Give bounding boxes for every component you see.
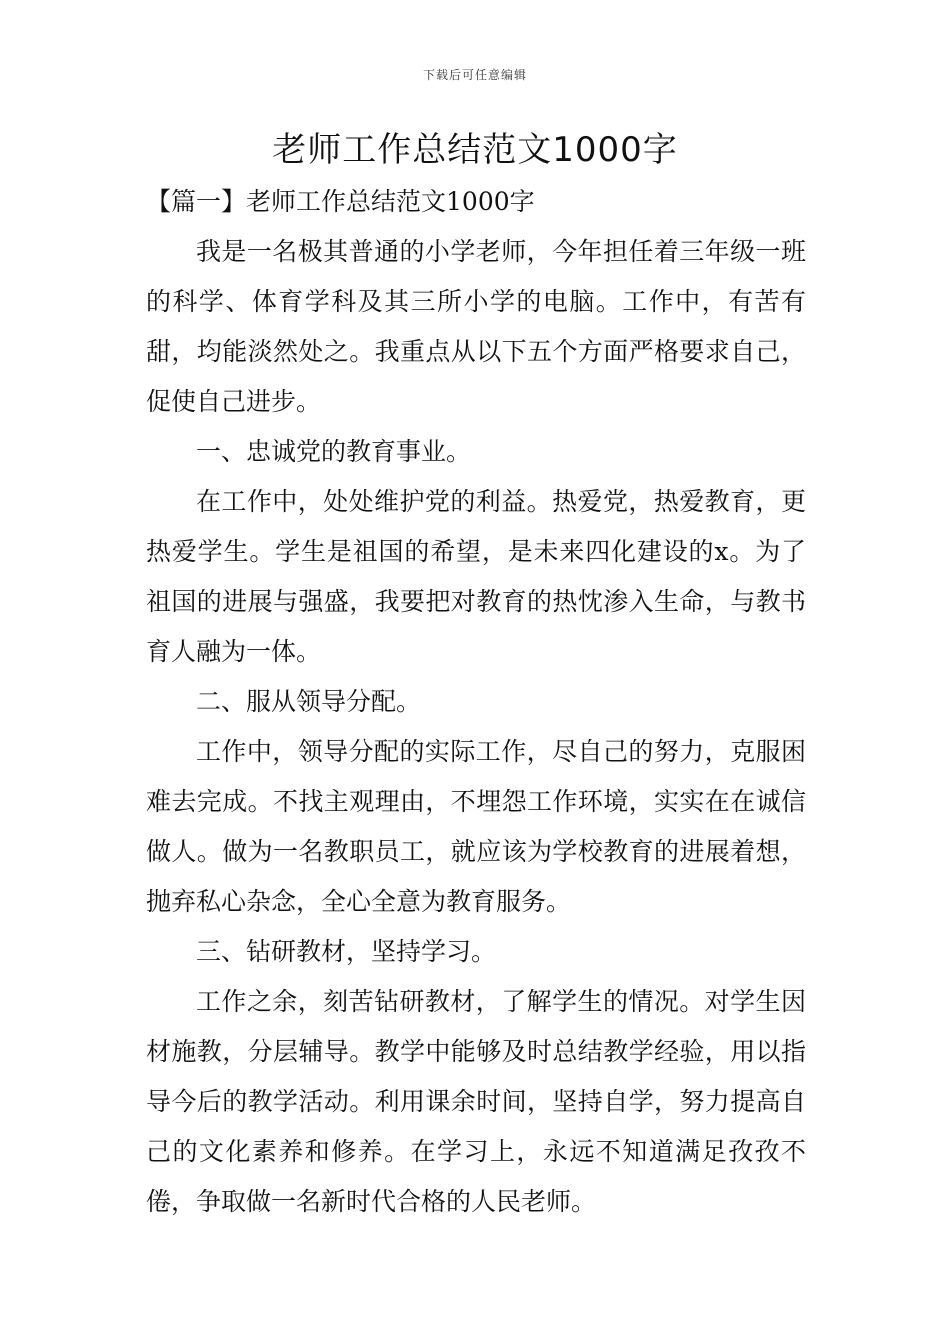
heading-loyalty: 一、忠诚党的教育事业。 (196, 437, 472, 466)
document-title: 老师工作总结范文1000字 (272, 130, 678, 170)
heading-study: 三、钻研教材，坚持学习。 (196, 937, 497, 966)
download-note: 下载后可任意编辑 (422, 68, 527, 82)
document-body (146, 177, 806, 1227)
heading-obey: 二、服从领导分配。 (196, 687, 422, 716)
paragraph-loyalty: 在工作中，处处维护党的利益。热爱党，热爱教育，更热爱学生。学生是祖国的希望，是未来四化建设的x。为了祖国的进展与强盛，我要把对教育的热忱渗入生命，与教书育人融为一体。 (146, 487, 806, 666)
paragraph-intro: 我是一名极其普通的小学老师，今年担任着三年级一班的科学、体育学科及其三所小学的电脑。工作中，有苦有甜，均能淡然处之。我重点从以下五个方面严格要求自己，促使自己进步。 (146, 237, 806, 416)
section-label: 【篇一】老师工作总结范文1000字 (146, 187, 535, 216)
paragraph-study: 工作之余，刻苦钻研教材，了解学生的情况。对学生因材施教，分层辅导。教学中能够及时总结教学经验，用以指导今后的教学活动。利用课余时间，坚持自学，努力提高自己的文化素养和修养。在学习上，永远不知道满足孜孜不倦，争取做一名新时代合格的人民老师。 (146, 987, 806, 1216)
paragraph-obey: 工作中，领导分配的实际工作，尽自己的努力，克服困难去完成。不找主观理由，不埋怨工作环境，实实在在诚信做人。做为一名教职员工，就应该为学校教育的进展着想，抛弃私心杂念，全心全意为教育服务。 (146, 737, 806, 916)
